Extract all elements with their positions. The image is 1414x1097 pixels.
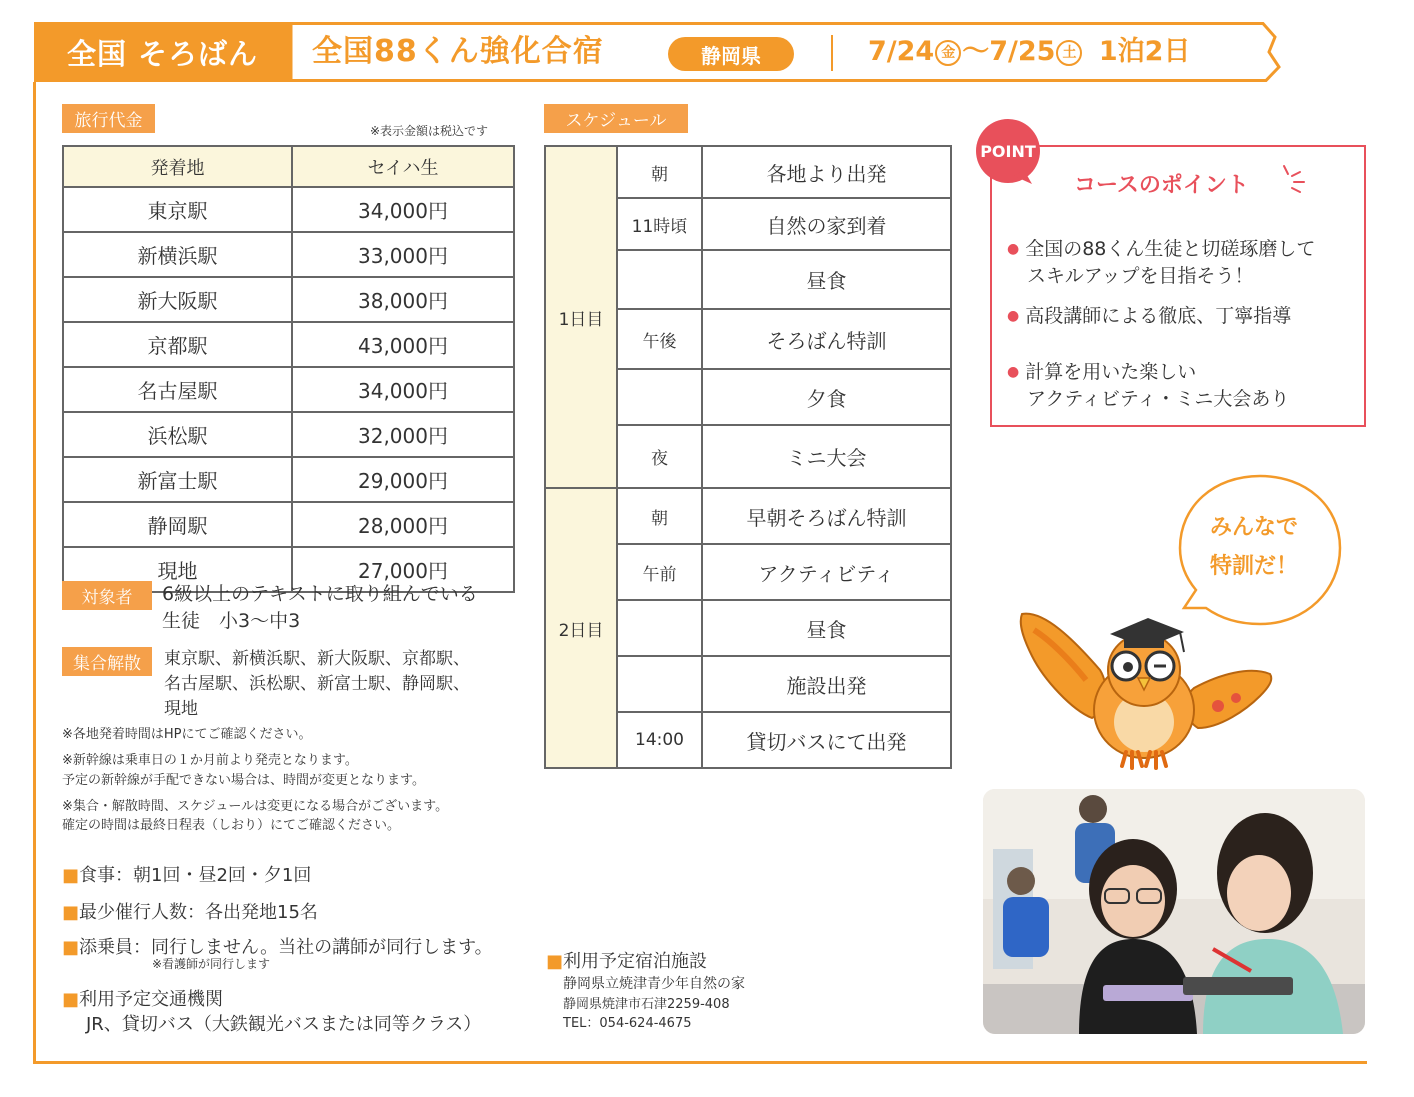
schedule-table xyxy=(544,145,952,769)
origin-cell: 新横浜駅 xyxy=(63,232,292,277)
bubble-line-1: みんなで xyxy=(1210,515,1299,540)
square-icon: ■ xyxy=(62,902,80,923)
meeting-tag: 集合解散 xyxy=(62,647,152,676)
day-1-label: 1日目 xyxy=(545,146,617,488)
point-item-1: ● 全国の88くん生徒と切磋琢磨して xyxy=(1007,234,1315,261)
date-tilde: ～ xyxy=(962,36,990,67)
escort-note: ※看護師が同行します xyxy=(152,957,271,971)
origin-cell: 浜松駅 xyxy=(63,412,292,457)
meal-text: 食事：朝1回・昼2回・夕1回 xyxy=(79,865,312,886)
time-cell: 午前 xyxy=(617,544,702,600)
page-title: 全国88くん強化合宿 xyxy=(312,34,604,69)
target-tag: 対象者 xyxy=(62,581,152,610)
origin-cell: 京都駅 xyxy=(63,322,292,367)
activity-cell: 自然の家到着 xyxy=(702,198,951,250)
price-table xyxy=(62,145,515,593)
escort-text: 添乗員：同行しません。当社の講師が同行します。 xyxy=(79,937,493,958)
activity-cell: 昼食 xyxy=(702,600,951,656)
date-end-weekday: 土 xyxy=(1056,40,1082,66)
date-start-weekday: 金 xyxy=(935,40,961,66)
activity-cell: そろばん特訓 xyxy=(702,309,951,369)
price-table-header xyxy=(63,146,514,187)
facility-address: 静岡県焼津市石津2259-408 xyxy=(563,997,730,1012)
square-icon: ■ xyxy=(546,951,564,972)
target-text xyxy=(162,581,478,635)
table-row xyxy=(63,187,514,232)
date-end: 7/25 xyxy=(989,36,1056,67)
col-header-price: セイハ生 xyxy=(292,146,514,187)
meeting-line-3: 現地 xyxy=(164,699,198,719)
origin-cell: 東京駅 xyxy=(63,187,292,232)
transport-text: JR、貸切バス（大鉄観光バスまたは同等クラス） xyxy=(86,1014,482,1035)
point-badge-text: POINT xyxy=(980,142,1036,161)
transport-label xyxy=(62,985,223,1011)
time-cell xyxy=(617,250,702,309)
origin-cell: 現地 xyxy=(63,547,292,592)
price-cell: 32,000円 xyxy=(292,412,514,457)
activity-cell: 貸切バスにて出発 xyxy=(702,712,951,768)
time-cell: 夜 xyxy=(617,425,702,488)
photo-illustration xyxy=(983,789,1365,1034)
note-shinkansen: ※新幹線は乗車日の１か月前より発売となります。 xyxy=(62,753,358,768)
target-line-1: 6級以上のテキストに取り組んでいる xyxy=(162,583,478,605)
time-cell xyxy=(617,656,702,712)
prefecture-badge: 静岡県 xyxy=(668,37,794,71)
time-cell xyxy=(617,600,702,656)
point-item-3-cont: アクティビティ・ミニ大会あり xyxy=(1027,388,1290,410)
table-row xyxy=(63,277,514,322)
event-dates xyxy=(868,30,1190,74)
price-cell: 38,000円 xyxy=(292,277,514,322)
facility-tel: TEL：054-624-4675 xyxy=(563,1016,692,1031)
activity-cell: 早朝そろばん特訓 xyxy=(702,488,951,544)
table-row xyxy=(63,457,514,502)
sparkle-icon xyxy=(1278,162,1310,196)
meeting-line-1: 東京駅、新横浜駅、新大阪駅、京都駅、 xyxy=(164,649,470,669)
points-title: コースのポイント xyxy=(1074,173,1249,198)
min-people-text: 最少催行人数：各出発地15名 xyxy=(79,902,318,923)
activity-cell: 昼食 xyxy=(702,250,951,309)
table-row xyxy=(545,488,951,544)
table-row xyxy=(63,367,514,412)
square-icon: ■ xyxy=(62,865,80,886)
point-item-1-cont: スキルアップを目指そう！ xyxy=(1027,265,1254,287)
note-schedule-change: ※集合・解散時間、スケジュールは変更になる場合がございます。 xyxy=(62,799,449,814)
table-row xyxy=(545,146,951,198)
note-time-change: 予定の新幹線が手配できない場合は、時間が変更となります。 xyxy=(62,773,425,788)
transport-label-text: 利用予定交通機関 xyxy=(79,989,224,1010)
meal-info xyxy=(62,861,311,887)
activity-cell: 施設出発 xyxy=(702,656,951,712)
bubble-line-2: 特訓だ！ xyxy=(1210,554,1299,579)
activity-cell: ミニ大会 xyxy=(702,425,951,488)
schedule-tag: スケジュール xyxy=(544,104,688,133)
table-row xyxy=(63,502,514,547)
owl-mascot-icon xyxy=(1014,600,1276,770)
time-cell: 朝 xyxy=(617,488,702,544)
price-cell: 29,000円 xyxy=(292,457,514,502)
point-item-2: ● 高段講師による徹底、丁寧指導 xyxy=(1007,301,1291,328)
facility-name: 静岡県立焼津青少年自然の家 xyxy=(563,976,745,992)
header-divider xyxy=(831,35,833,71)
origin-cell: 名古屋駅 xyxy=(63,367,292,412)
table-row xyxy=(63,412,514,457)
point-badge-icon xyxy=(972,118,1044,186)
min-people-info xyxy=(62,898,318,924)
origin-cell: 新富士駅 xyxy=(63,457,292,502)
fees-tag: 旅行代金 xyxy=(62,104,155,133)
time-cell: 11時頃 xyxy=(617,198,702,250)
time-cell: 14:00 xyxy=(617,712,702,768)
facility-label xyxy=(546,947,707,973)
duration: 1泊2日 xyxy=(1098,36,1191,67)
time-cell: 朝 xyxy=(617,146,702,198)
table-row xyxy=(63,232,514,277)
square-icon: ■ xyxy=(62,989,80,1010)
point-item-3: ● 計算を用いた楽しい xyxy=(1007,357,1196,384)
price-cell: 34,000円 xyxy=(292,187,514,232)
target-line-2: 生徒 小3～中3 xyxy=(162,610,301,632)
price-cell: 43,000円 xyxy=(292,322,514,367)
price-cell: 28,000円 xyxy=(292,502,514,547)
meeting-text xyxy=(164,647,470,722)
students-photo xyxy=(983,789,1365,1034)
frame-left-border xyxy=(33,82,36,1064)
day-2-label: 2日目 xyxy=(545,488,617,768)
facility-label-text: 利用予定宿泊施設 xyxy=(563,951,708,972)
table-row xyxy=(63,322,514,367)
time-cell: 午後 xyxy=(617,309,702,369)
tax-note: ※表示金額は税込です xyxy=(370,124,489,138)
meeting-line-2: 名古屋駅、浜松駅、新富士駅、静岡駅、 xyxy=(164,674,470,694)
escort-info xyxy=(62,933,493,959)
activity-cell: アクティビティ xyxy=(702,544,951,600)
price-cell: 27,000円 xyxy=(292,547,514,592)
activity-cell: 夕食 xyxy=(702,369,951,425)
origin-cell: 新大阪駅 xyxy=(63,277,292,322)
origin-cell: 静岡駅 xyxy=(63,502,292,547)
price-cell: 34,000円 xyxy=(292,367,514,412)
date-start: 7/24 xyxy=(868,36,935,67)
note-hp: ※各地発着時間はHPにてご確認ください。 xyxy=(62,727,312,742)
brand-label: 全国 そろばん xyxy=(34,22,291,82)
note-final-schedule: 確定の時間は最終日程表（しおり）にてご確認ください。 xyxy=(62,818,401,833)
frame-bottom-border xyxy=(33,1061,1367,1064)
price-cell: 33,000円 xyxy=(292,232,514,277)
time-cell xyxy=(617,369,702,425)
col-header-origin: 発着地 xyxy=(63,146,292,187)
activity-cell: 各地より出発 xyxy=(702,146,951,198)
square-icon: ■ xyxy=(62,937,80,958)
